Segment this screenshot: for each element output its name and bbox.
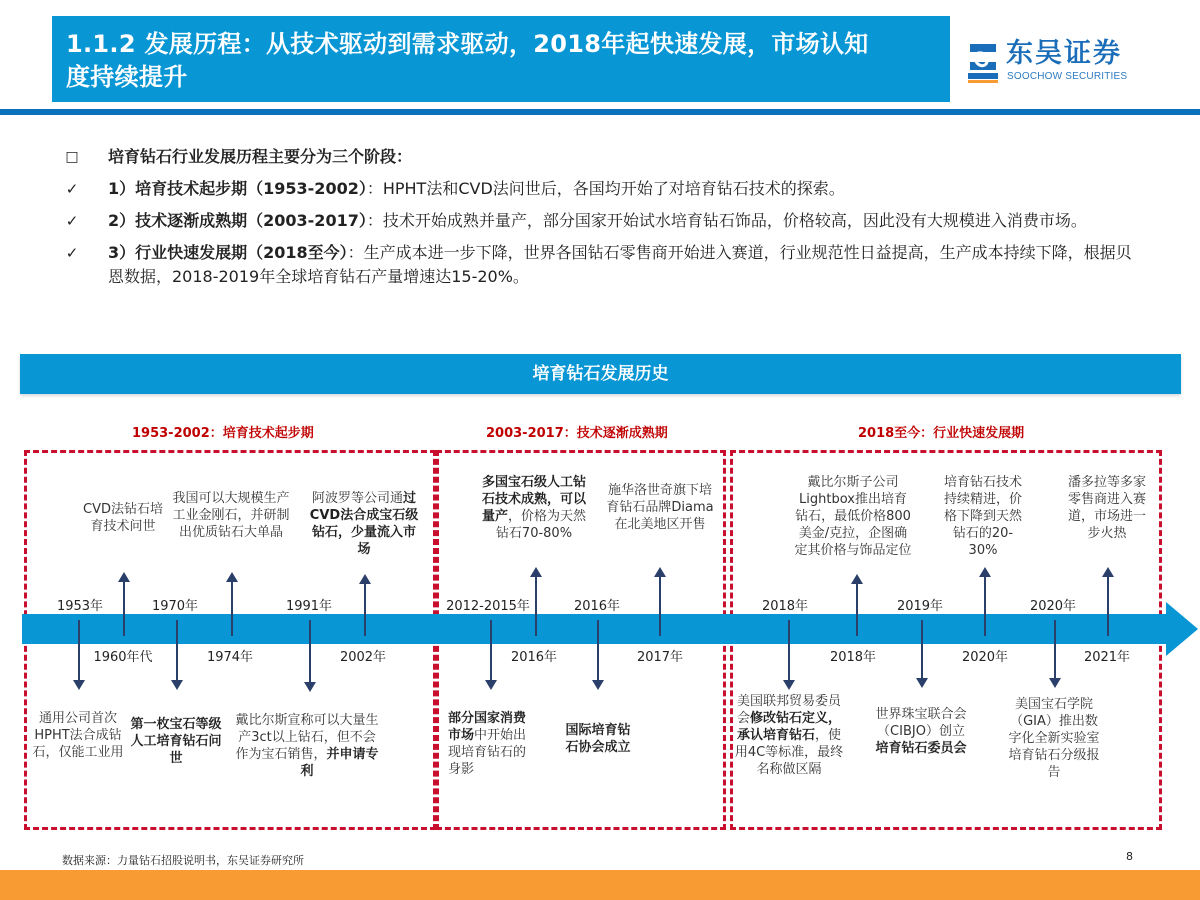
event-text-bold: 过CVD法合成宝石级钻石，少量流入市场 bbox=[309, 491, 419, 557]
event-card-bottom bbox=[733, 693, 845, 778]
header-divider bbox=[0, 109, 1200, 115]
event-card-bottom bbox=[1006, 696, 1102, 781]
year-label: 2019年 bbox=[896, 599, 944, 614]
summary-item bbox=[62, 241, 1142, 289]
event-text-bold: 培育钻石委员会 bbox=[875, 741, 967, 756]
arrow-down-icon bbox=[788, 620, 790, 682]
stage-label-2: 2003-2017：技术逐渐成熟期 bbox=[486, 426, 668, 441]
event-card-bottom bbox=[128, 716, 224, 767]
event-text: 潘多拉等多家零售商进入赛道，市场进一步火热 bbox=[1067, 475, 1146, 541]
summary-item-text: ：HPHT法和CVD法问世后，各国均开始了对培育钻石技术的探索。 bbox=[366, 179, 845, 198]
footer-bar bbox=[0, 870, 1200, 900]
slide-title-line2: 度持续提升 bbox=[66, 63, 188, 91]
year-label: 2002年 bbox=[339, 650, 387, 665]
checkmark-icon: ✓ bbox=[65, 212, 79, 230]
event-card-bottom bbox=[232, 712, 382, 780]
year-label: 2012-2015年 bbox=[446, 599, 530, 614]
summary-item-text: ：技术开始成熟并量产，部分国家开始试水培育钻石饰品，价格较高，因此没有大规模进入消费市场。 bbox=[366, 211, 1087, 230]
arrow-down-icon bbox=[78, 620, 80, 682]
year-label: 1953年 bbox=[56, 599, 104, 614]
event-text: 通用公司首次HPHT法合成钻石，仅能工业用 bbox=[32, 711, 124, 760]
arrow-up-icon bbox=[659, 575, 661, 636]
arrow-down-icon bbox=[597, 620, 599, 682]
year-label: 2018年 bbox=[761, 599, 809, 614]
event-card-top bbox=[306, 490, 422, 558]
arrow-down-icon bbox=[176, 620, 178, 682]
checkmark-icon: ✓ bbox=[65, 244, 79, 262]
summary-item-title: 1）培育技术起步期（1953-2002） bbox=[108, 179, 367, 198]
event-card-bottom bbox=[560, 722, 636, 756]
event-card-bottom bbox=[30, 710, 126, 761]
event-text: CVD法钻石培育技术问世 bbox=[83, 502, 163, 534]
checkmark-icon: ✓ bbox=[65, 180, 79, 198]
event-text: ，价格为天然钻石70-80% bbox=[495, 509, 587, 541]
arrow-up-icon bbox=[856, 582, 858, 636]
arrow-up-icon bbox=[535, 575, 537, 636]
event-card-bottom bbox=[448, 710, 532, 778]
event-text: 美国宝石学院（GIA）推出数字化全新实验室培育钻石分级报告 bbox=[1008, 697, 1100, 780]
arrow-down-icon bbox=[490, 620, 492, 682]
summary-heading-text: 培育钻石行业发展历程主要分为三个阶段： bbox=[108, 147, 413, 166]
arrow-down-icon bbox=[309, 620, 311, 684]
event-card-bottom bbox=[872, 706, 970, 757]
event-card-top bbox=[1064, 474, 1150, 542]
event-text: 阿波罗等公司通 bbox=[311, 491, 403, 506]
year-label: 1970年 bbox=[151, 599, 199, 614]
logo-mark-icon bbox=[966, 40, 1000, 84]
year-label: 2021年 bbox=[1083, 650, 1131, 665]
stage-summary-list bbox=[62, 145, 1142, 297]
event-card-top bbox=[793, 474, 913, 559]
summary-item bbox=[62, 177, 1142, 201]
year-label: 2017年 bbox=[636, 650, 684, 665]
event-text: 施华洛世奇旗下培育钻石品牌Diama在北美地区开售 bbox=[606, 483, 714, 532]
arrow-up-icon bbox=[1107, 575, 1109, 636]
year-label: 2020年 bbox=[961, 650, 1009, 665]
event-text: 世界珠宝联合会（CIBJO）创立 bbox=[875, 707, 967, 739]
event-text: 美国联邦贸易委员会 bbox=[736, 694, 841, 726]
year-label: 2018年 bbox=[829, 650, 877, 665]
slide-title bbox=[52, 16, 950, 102]
arrow-up-icon bbox=[231, 580, 233, 636]
summary-item bbox=[62, 209, 1142, 233]
summary-item-title: 2）技术逐渐成熟期（2003-2017） bbox=[108, 211, 367, 230]
event-text: 培育钻石技术持续精进，价格下降到天然钻石的20-30% bbox=[943, 475, 1022, 558]
summary-item-title: 3）行业快速发展期（2018至今） bbox=[108, 243, 348, 262]
arrow-down-icon bbox=[1054, 620, 1056, 680]
event-text: 我国可以大规模生产工业金刚石，并研制出优质钻石大单晶 bbox=[172, 491, 290, 540]
event-text-bold: 国际培育钻石协会成立 bbox=[565, 723, 631, 755]
year-label: 2020年 bbox=[1029, 599, 1077, 614]
arrow-up-icon bbox=[984, 575, 986, 636]
event-card-top bbox=[478, 474, 590, 542]
stage-label-3: 2018至今：行业快速发展期 bbox=[858, 426, 1025, 441]
year-label: 1974年 bbox=[206, 650, 254, 665]
company-logo bbox=[966, 38, 1166, 88]
year-label: 2016年 bbox=[573, 599, 621, 614]
timeline-banner: 培育钻石发展历史 bbox=[20, 354, 1181, 394]
logo-chinese-name: 东吴证券 bbox=[1006, 38, 1122, 69]
event-text-bold: 部分国家消费市场 bbox=[448, 711, 527, 743]
logo-english-name: SOOCHOW SECURITIES bbox=[1007, 71, 1128, 82]
event-text-bold: 修改钻石定义，承认培育钻石 bbox=[736, 711, 842, 743]
event-card-top bbox=[80, 501, 166, 535]
year-label: 1991年 bbox=[285, 599, 333, 614]
summary-item-text: ：生产成本进一步下降，世界各国钻石零售商开始进入赛道，行业规范性日益提高，生产成本持续下降，根据贝恩数据，2018-2019年全球培育钻石产量增速达15-20%。 bbox=[108, 243, 1132, 286]
event-text-bold: 并申请专利 bbox=[300, 747, 379, 779]
timeline-arrowhead-icon bbox=[1166, 602, 1198, 656]
year-label: 2016年 bbox=[510, 650, 558, 665]
event-text: 戴比尔斯宣称可以大量生产3ct以上钻石，但不会作为宝石销售， bbox=[235, 713, 379, 762]
slide-title-line1: 1.1.2 发展历程：从技术驱动到需求驱动，2018年起快速发展，市场认知 bbox=[66, 30, 869, 58]
data-source-note: 数据来源：力量钻石招股说明书，东吴证券研究所 bbox=[62, 854, 304, 867]
timeline-axis bbox=[22, 614, 1170, 644]
event-text: 中开始出现培育钻石的身影 bbox=[448, 728, 527, 777]
event-text-bold: 第一枚宝石等级人工培育钻石问世 bbox=[130, 717, 222, 766]
checkbox-square-icon: □ bbox=[65, 149, 79, 165]
event-card-top bbox=[170, 490, 292, 541]
arrow-up-icon bbox=[123, 580, 125, 636]
event-text: ，使用4C等标准，最终名称做区隔 bbox=[734, 728, 844, 777]
event-text: 戴比尔斯子公司Lightbox推出培育钻石，最低价格800美金/克拉，企图确定其价格与饰品定位 bbox=[794, 475, 912, 558]
year-label: 1960年代 bbox=[93, 650, 153, 665]
stage-label-1: 1953-2002：培育技术起步期 bbox=[132, 426, 314, 441]
arrow-up-icon bbox=[364, 582, 366, 636]
event-card-top bbox=[604, 482, 716, 533]
event-card-top bbox=[940, 474, 1026, 559]
arrow-down-icon bbox=[921, 620, 923, 680]
page-number: 8 bbox=[1126, 850, 1133, 863]
event-text-bold: 多国宝石级人工钻石技术成熟，可以量产 bbox=[481, 475, 586, 524]
summary-heading bbox=[62, 145, 1142, 169]
